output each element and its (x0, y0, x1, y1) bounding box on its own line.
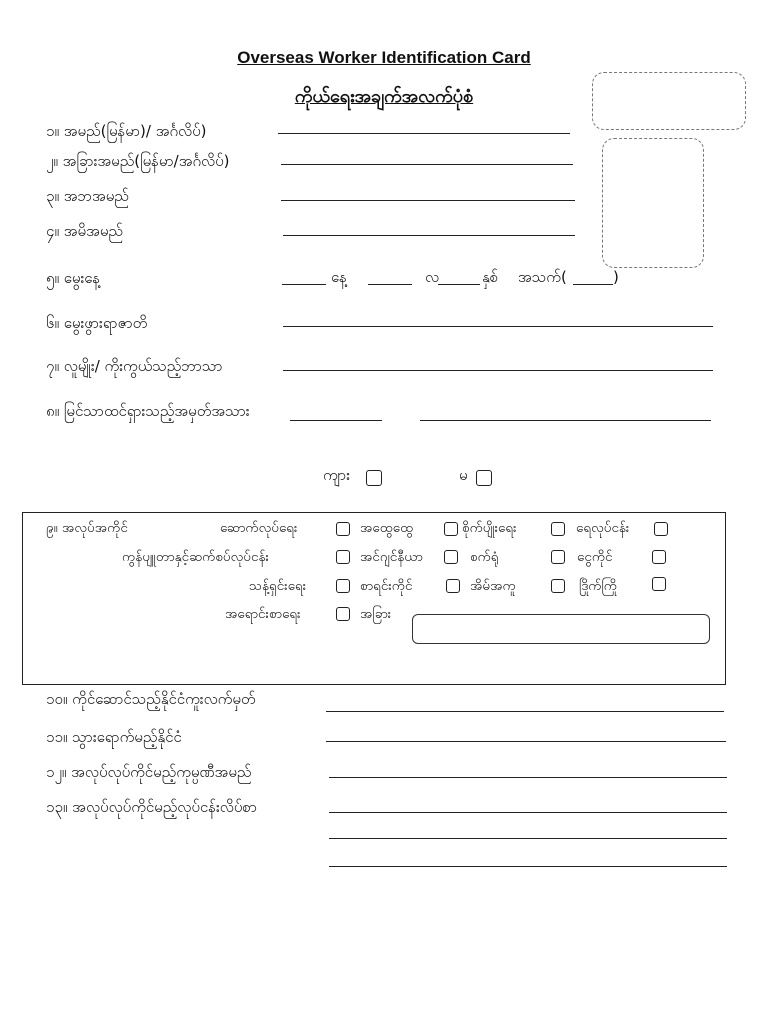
male-checkbox[interactable] (366, 470, 382, 486)
occ-factory-label: စက်ရုံ (470, 549, 499, 565)
age-label: အသက်( (518, 268, 567, 286)
dob-year-label: နှစ် (482, 268, 499, 286)
name-line[interactable] (278, 133, 570, 134)
birthplace-line[interactable] (283, 326, 713, 327)
occ-sales-label: အရောင်းစာရေး (225, 606, 301, 622)
occ-engineer-label: အင်ဂျင်နီယာ (360, 549, 423, 565)
occupation-heading: ၉။ အလုပ်အကိုင် (46, 520, 128, 536)
dob-year-line[interactable] (438, 284, 480, 285)
marks-line-2[interactable] (420, 420, 711, 421)
female-label: မ (459, 466, 468, 484)
occ-fishery-checkbox[interactable] (654, 522, 668, 536)
work-address-label: ၁၃။ အလုပ်လုပ်ကိုင်မည့်လုပ်ငန်းလိပ်စာ (46, 798, 257, 816)
passport-line[interactable] (326, 711, 724, 712)
occ-engineer-checkbox[interactable] (444, 550, 458, 564)
dob-day-line[interactable] (282, 284, 326, 285)
race-religion-line[interactable] (283, 370, 713, 371)
occ-sales-checkbox[interactable] (336, 607, 350, 621)
occ-factory-checkbox[interactable] (551, 550, 565, 564)
form-subtitle: ကိုယ်ရေးအချက်အလက်ပုံစံ (294, 86, 474, 107)
work-address-line-3[interactable] (329, 866, 727, 867)
occ-computer-checkbox[interactable] (336, 550, 350, 564)
occ-fishery-label: ရေလုပ်ငန်း (576, 520, 630, 536)
occ-agriculture-label: စိုက်ပျိုးရေး (462, 520, 517, 536)
company-line[interactable] (329, 777, 727, 778)
occ-domestic-checkbox[interactable] (551, 579, 565, 593)
occ-cleaning-checkbox[interactable] (336, 579, 350, 593)
occ-construction-checkbox[interactable] (336, 522, 350, 536)
other-name-label: ၂။ အခြားအမည်(မြန်မာ/အင်္ဂလိပ်) (46, 152, 230, 170)
small-photo-box[interactable] (592, 72, 746, 130)
occ-computer-label: ကွန်ပျူတာနှင့်ဆက်စပ်လုပ်ငန်း (122, 549, 269, 565)
occ-other-input[interactable] (412, 614, 710, 644)
dob-month-label: လ (425, 268, 440, 286)
occ-general-label: အထွေထွေ (360, 520, 414, 536)
destination-label: ၁၁။ သွားရောက်မည့်နိုင်ငံ (46, 728, 182, 746)
occ-cleaning-label: သန့်ရှင်းရေး (249, 578, 307, 594)
dob-label: ၅။ မွေးနေ့ (46, 269, 101, 287)
mother-name-line[interactable] (283, 235, 575, 236)
occ-general-checkbox[interactable] (444, 522, 458, 536)
occ-agriculture-checkbox[interactable] (551, 522, 565, 536)
female-checkbox[interactable] (476, 470, 492, 486)
occ-construction-label: ဆောက်လုပ်ရေး (220, 520, 298, 536)
occ-driver-checkbox[interactable] (652, 577, 666, 591)
race-religion-label: ၇။ လူမျိုး/ ကိုးကွယ်သည့်ဘာသာ (46, 357, 223, 375)
passport-label: ၁၀။ ကိုင်ဆောင်သည့်နိုင်ငံကူးလက်မှတ် (46, 690, 256, 708)
occ-domestic-label: အိမ်အကူ (470, 578, 516, 594)
father-name-line[interactable] (281, 200, 575, 201)
work-address-line-2[interactable] (329, 838, 727, 839)
father-name-label: ၃။ အဘအမည် (46, 187, 129, 205)
form-title: Overseas Worker Identification Card (237, 48, 531, 67)
work-address-line-1[interactable] (329, 812, 727, 813)
marks-line-1[interactable] (290, 420, 382, 421)
age-close: ) (613, 268, 619, 286)
photo-box[interactable] (602, 138, 704, 268)
occ-accounting-checkbox[interactable] (446, 579, 460, 593)
male-label: ကျား (323, 466, 351, 484)
marks-label: ၈။ မြင်သာထင်ရှားသည့်အမှတ်အသား (46, 402, 250, 420)
occ-finance-checkbox[interactable] (652, 550, 666, 564)
occ-finance-label: ငွေကိုင် (577, 549, 613, 565)
mother-name-label: ၄။ အမိအမည် (46, 222, 123, 240)
occ-driver-label: ဒြိုက်ကြို (579, 578, 617, 594)
dob-month-line[interactable] (368, 284, 412, 285)
birthplace-label: ၆။ မွေးဖွားရာဇာတိ (46, 314, 148, 332)
occ-other-label: အခြား (360, 606, 392, 622)
dob-day-label: နေ့ (331, 268, 347, 286)
other-name-line[interactable] (281, 164, 573, 165)
age-line[interactable] (573, 284, 613, 285)
occ-accounting-label: စာရင်းကိုင် (360, 578, 413, 594)
company-label: ၁၂။ အလုပ်လုပ်ကိုင်မည့်ကုမ္ပဏီအမည် (46, 763, 252, 781)
destination-line[interactable] (326, 741, 726, 742)
name-label: ၁။ အမည်(မြန်မာ)/ အင်္ဂလိပ်) (46, 122, 207, 140)
